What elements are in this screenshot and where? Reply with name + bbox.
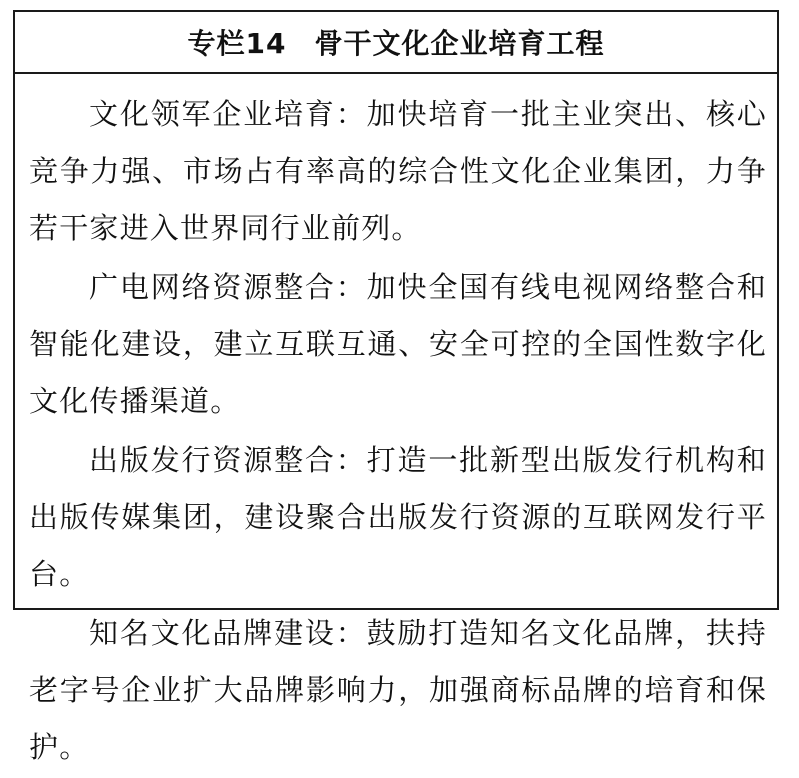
column-label: 专栏14: [187, 27, 287, 60]
paragraph-heading: 文化领军企业培育：: [89, 97, 367, 131]
paragraph-famous-brand-building: [29, 605, 767, 776]
paragraph-text: 加快培育一批主业突出、核心竞争力强、市场占有率高的综合性文化企业集团，力争若干家进入世界同行业前列。: [29, 97, 767, 245]
paragraph-text: 鼓励打造知名文化品牌，扶持老字号企业扩大品牌影响力，加强商标品牌的培育和保护。: [29, 616, 767, 764]
column-header: [15, 12, 777, 74]
paragraph-heading: 广电网络资源整合：: [89, 270, 367, 304]
paragraph-text: 打造一批新型出版发行机构和出版传媒集团，建设聚合出版发行资源的互联网发行平台。: [29, 443, 767, 591]
paragraph-publishing-resource-integration: [29, 432, 767, 603]
paragraph-heading: 知名文化品牌建设：: [89, 616, 367, 650]
column-box: [13, 10, 779, 764]
column-title: 骨干文化企业培育工程: [314, 27, 605, 60]
paragraph-cultural-leading-enterprises: [29, 86, 767, 257]
paragraph-text: 加快全国有线电视网络整合和智能化建设，建立互联互通、安全可控的全国性数字化文化传播渠道。: [29, 270, 767, 418]
paragraph-broadcast-network-integration: [29, 259, 767, 430]
paragraph-heading: 出版发行资源整合：: [89, 443, 367, 477]
column-content: [29, 86, 767, 778]
